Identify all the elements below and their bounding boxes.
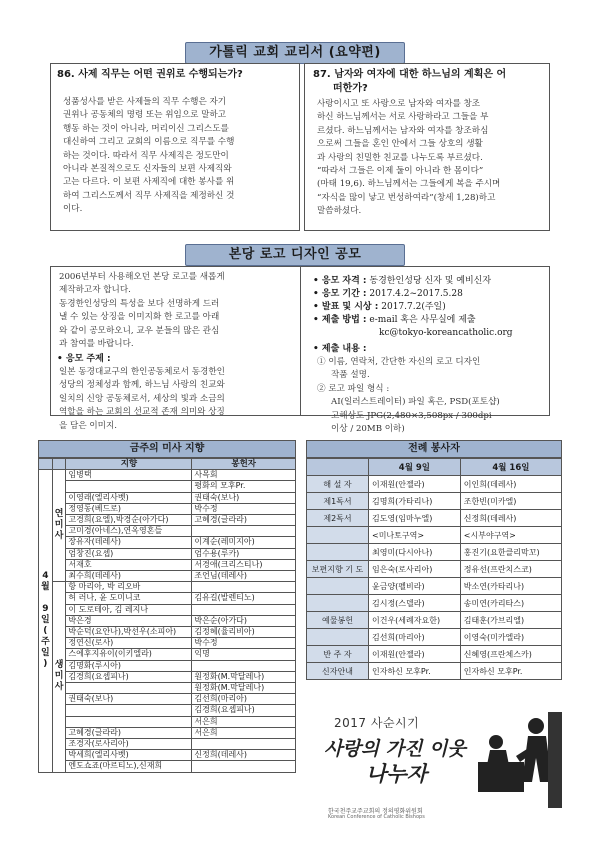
server-cell-week1: 이재원(안젤라) — [369, 646, 461, 663]
role-cell — [307, 544, 369, 561]
table-row — [39, 604, 296, 615]
item2-line3: 고해상도 JPG(2,480×3,508px / 300dpi — [331, 410, 492, 421]
intention-cell: 박순덕(요안나),박선우(소피아) — [66, 627, 192, 638]
q87-line: 하신 하느님께서는 서로 사랑하라고 그들을 부 — [317, 112, 489, 123]
announce-value: 2017.7.2(주일) — [381, 302, 446, 312]
table-row — [39, 739, 296, 750]
table-row — [39, 582, 296, 593]
table-row — [39, 750, 296, 761]
role-cell: 예물봉헌 — [307, 612, 369, 629]
table-row — [39, 671, 296, 682]
q87-body — [317, 98, 549, 219]
item1-line2: 작품 설명. — [331, 370, 370, 381]
table-row — [307, 544, 562, 561]
role-cell — [307, 527, 369, 544]
intention-cell: 엔도쇼죠(마르티노),신재희 — [66, 761, 192, 772]
contest-theme-line: 을 담은 이미지. — [59, 420, 118, 431]
contest-intro-line: 과 참여를 바랍니다. — [59, 339, 134, 350]
role-cell — [307, 578, 369, 595]
q87-box — [304, 63, 550, 231]
mass-corner — [39, 459, 53, 470]
table-row — [307, 595, 562, 612]
servers-title: 전례 봉사자 — [306, 440, 562, 458]
offerer-cell: 신정희(데레사) — [192, 750, 296, 761]
intention-cell: 엄창진(요셉) — [66, 548, 192, 559]
eligibility-label: 응모 자격 : — [321, 276, 367, 286]
offerer-cell — [192, 582, 296, 593]
servers-col-2: 4월 16일 — [460, 459, 561, 476]
intention-cell: 이영래(엘리사벳) — [66, 492, 192, 503]
q86-line: 고는 다르다. 이 보편 사제직에 대한 봉사를 위 — [63, 177, 235, 188]
q87-line: 르셨다. 하느님께서는 남자와 여자를 창조하심 — [317, 125, 489, 136]
contents-label: 제출 내용 : — [321, 344, 367, 354]
server-cell-week1: 최영미(다시아나) — [369, 544, 461, 561]
contest-theme — [59, 366, 297, 433]
intention-cell: 정연신(로사) — [66, 638, 192, 649]
lent-slogan-1: 사랑의 가진 이웃 — [324, 738, 466, 760]
lent-slogan-2: 나누자 — [366, 761, 427, 786]
intention-cell: 권태숙(보나) — [66, 694, 192, 705]
offerer-cell: 김경희(요셉피나) — [192, 705, 296, 716]
servers-table — [306, 458, 562, 680]
role-cell: 제2독서 — [307, 510, 369, 527]
table-row — [39, 705, 296, 716]
table-row — [39, 503, 296, 514]
table-row — [307, 527, 562, 544]
catechism-title: 가톨릭 교회 교리서 (요약편) — [185, 42, 405, 64]
org-line: 한국천주교주교회의 정의평화위원회 — [328, 808, 423, 815]
announce-label: 발표 및 시상 : — [321, 302, 379, 312]
offerer-cell — [192, 604, 296, 615]
offerer-cell: 엄수용(루카) — [192, 548, 296, 559]
theme-label: 응모 주제 : — [65, 354, 111, 364]
q86-line: 아니라 본질적으로도 신자들의 보편 사제직와 — [63, 164, 232, 175]
table-row — [307, 629, 562, 646]
bullet-icon: • — [57, 354, 63, 364]
server-cell-week2: 송미연(카리타스) — [460, 595, 561, 612]
offerer-cell: 고혜경(글라라) — [192, 515, 296, 526]
q87-line: 으로써 그들을 혼인 안에서 그들 상호의 생활 — [317, 139, 483, 150]
table-row — [39, 526, 296, 537]
q86-line: 하는 것이다. 따라서 직무 사제직은 정도만이 — [63, 150, 229, 161]
mass-date-cell: 4 월 9 일 ( 주 일 ) — [39, 470, 53, 772]
role-cell: 보편지향 기 도 — [307, 561, 369, 578]
table-row — [307, 663, 562, 680]
server-cell-week1: 인자하신 모후Pr. — [369, 663, 461, 680]
mass-title: 금주의 미사 지향 — [38, 440, 296, 458]
intention-cell: 항 마리아, 박 리오바 — [66, 582, 192, 593]
table-row — [39, 649, 296, 660]
table-row — [39, 537, 296, 548]
q86-title: 86. 사제 직무는 어떤 권위로 수행되는가? — [57, 69, 243, 80]
contest-intro-line: 동경한인성당의 특성을 보다 선명하게 드러 — [59, 298, 220, 309]
table-row — [39, 515, 296, 526]
period-label: 응모 기간 : — [321, 289, 367, 299]
intention-cell: 서재호 — [66, 559, 192, 570]
offerer-cell — [192, 739, 296, 750]
role-cell — [307, 629, 369, 646]
intention-cell: 허 러나, 윤 도미니코 — [66, 593, 192, 604]
intention-cell: 김경희(요셉피나) — [66, 671, 192, 682]
logo-contest-title: 본당 로고 디자인 공모 — [185, 244, 405, 266]
theme-row — [57, 353, 111, 366]
table-row — [39, 638, 296, 649]
logo-contest-box — [50, 266, 550, 435]
mass-col-intention: 지향 — [66, 459, 192, 470]
intention-cell: 최수희(데레사) — [66, 571, 192, 582]
table-row — [307, 646, 562, 663]
table-row — [39, 683, 296, 694]
item2-line2: AI(일러스트레이터) 파일 혹은, PSD(포토샵) — [331, 397, 500, 408]
intention-cell: 장유자(데레사) — [66, 537, 192, 548]
server-cell-week2: 정유선(프란치스코) — [460, 561, 561, 578]
lent-banner — [306, 710, 562, 828]
q86-line: 성품성사를 받은 사제들의 직무 수행은 자기 — [63, 97, 227, 107]
table-row — [39, 615, 296, 626]
table-row — [39, 481, 296, 492]
table-row — [39, 694, 296, 705]
submit-value: e-mail 혹은 사무실에 제출 — [369, 315, 476, 325]
table-row — [39, 470, 296, 481]
server-cell-week1: 김선희(마리아) — [369, 629, 461, 646]
table-row — [39, 548, 296, 559]
server-cell-week2: <시부야구역> — [460, 527, 561, 544]
submit-row: • 제출 방법 : e-mail 혹은 사무실에 제출 — [313, 315, 476, 325]
intention-cell: 박은경 — [66, 615, 192, 626]
item2-line1: ② 로고 파일 형식 : — [317, 383, 390, 394]
offerer-cell: 이계순(레미지아) — [192, 537, 296, 548]
contest-intro — [59, 271, 295, 351]
table-row — [39, 559, 296, 570]
contest-left-col — [51, 267, 301, 431]
intention-cell — [66, 481, 192, 492]
table-row — [39, 571, 296, 582]
server-cell-week2: 김태훈(가브리엘) — [460, 612, 561, 629]
servers-corner — [307, 459, 369, 476]
intention-cell — [66, 683, 192, 694]
offerer-cell — [192, 526, 296, 537]
server-cell-week1: 이건우(세례자요한) — [369, 612, 461, 629]
server-cell-week2: 인자하신 모후Pr. — [460, 663, 561, 680]
contest-theme-line: 성당의 정체성과 함께, 하느님 사랑의 친교와 — [59, 380, 225, 391]
q87-line: “따라서 그들은 이제 둘이 아니라 한 몸이다” — [317, 166, 484, 177]
server-cell-week2: 홍진기(요한클리막꼬) — [460, 544, 561, 561]
intention-cell: 스에후지유이(이키엘라) — [66, 649, 192, 660]
table-row — [307, 476, 562, 493]
intention-cell: 정영동(베드로) — [66, 503, 192, 514]
q87-line: 사랑이시고 또 사랑으로 남자와 여자를 창조 — [317, 99, 481, 109]
q87-line: “자식을 많이 낳고 번성하여라”(창세 1,28)하고 — [317, 192, 496, 203]
mass-corner-2 — [52, 459, 66, 470]
table-row — [39, 761, 296, 772]
period-value: 2017.4.2~2017.5.28 — [369, 289, 463, 299]
offerer-cell: 김유길(발렌티노) — [192, 593, 296, 604]
intention-cell: 고미경(아네스),연옥영혼들 — [66, 526, 192, 537]
table-row — [307, 612, 562, 629]
contest-intro-line: 제작하고자 합니다. — [59, 285, 131, 296]
table-row — [39, 593, 296, 604]
intention-cell: 조경자(로사리아) — [66, 739, 192, 750]
table-row — [39, 492, 296, 503]
intention-cell — [66, 716, 192, 727]
offerer-cell: 김선희(마리아) — [192, 694, 296, 705]
server-cell-week2: 신혜영(프란체스카) — [460, 646, 561, 663]
servers-body — [307, 476, 562, 680]
offerer-cell — [192, 660, 296, 671]
server-cell-week2: 이영숙(미카엘라) — [460, 629, 561, 646]
server-cell-week1: 김명희(가타리나) — [369, 493, 461, 510]
q86-body — [63, 96, 297, 217]
server-cell-week2: 신정희(데레사) — [460, 510, 561, 527]
offerer-cell: 박수정 — [192, 503, 296, 514]
intention-cell: 고경희(요엘),박경순(아가다) — [66, 515, 192, 526]
submit-email[interactable]: kc@tokyo-koreancatholic.org — [379, 328, 513, 338]
role-cell: 반 주 자 — [307, 646, 369, 663]
table-row — [307, 561, 562, 578]
server-cell-week1: 임은숙(로사리아) — [369, 561, 461, 578]
offerer-cell: 익명 — [192, 649, 296, 660]
role-cell: 신자안내 — [307, 663, 369, 680]
period-row: • 응모 기간 : 2017.4.2~2017.5.28 — [313, 289, 463, 299]
table-row — [307, 510, 562, 527]
table-row — [39, 727, 296, 738]
q87-line: 과 사랑의 친밀한 친교를 나누도록 부르셨다. — [317, 152, 483, 163]
role-cell: 제1독서 — [307, 493, 369, 510]
server-cell-week2: 이인희(데레사) — [460, 476, 561, 493]
server-cell-week1: <미나토구역> — [369, 527, 461, 544]
offerer-cell: 원정화(M.막달레나) — [192, 671, 296, 682]
offerer-cell: 박수정 — [192, 638, 296, 649]
item2-line4: 이상 / 20MB 이하) — [331, 424, 405, 435]
offerer-cell: 원정화(M.막달레나) — [192, 683, 296, 694]
org-sub: Korean Conference of Catholic Bishops — [328, 814, 425, 820]
offerer-cell: 권태숙(보나) — [192, 492, 296, 503]
intention-cell: 박세희(엘리사벳) — [66, 750, 192, 761]
lent-year-title: 2017 사순시기 — [334, 716, 420, 730]
q87-line: (마태 19,6). 하느님께서는 그들에게 복을 주시며 — [317, 179, 501, 190]
living-label-cell: 생 미 사 — [52, 582, 66, 772]
q87-title-2: 떠한가? — [333, 83, 368, 94]
announce-row: • 발표 및 시상 : 2017.7.2(주일) — [313, 302, 446, 312]
contest-right-col — [313, 275, 547, 436]
offerer-cell — [192, 761, 296, 772]
offerer-cell: 사목회 — [192, 470, 296, 481]
mass-body — [39, 470, 296, 772]
role-cell — [307, 595, 369, 612]
contents-row: • 제출 내용 : — [313, 344, 367, 354]
intention-cell — [66, 705, 192, 716]
table-row — [39, 716, 296, 727]
q86-line: 이다. — [63, 204, 83, 215]
contest-theme-line: 일치의 신앙 공동체로서, 세상의 빛과 소금의 — [59, 393, 225, 404]
server-cell-week2: 박소연(카타리나) — [460, 578, 561, 595]
item1-line1: ① 이름, 연락처, 간단한 자신의 로고 디자인 — [317, 357, 481, 367]
offerer-cell: 박은순(아가다) — [192, 615, 296, 626]
q87-line: 말씀하셨다. — [317, 206, 362, 217]
intention-cell: 김명화(루시아) — [66, 660, 192, 671]
role-cell: 해 설 자 — [307, 476, 369, 493]
offerer-cell: 서은희 — [192, 727, 296, 738]
q86-line: 행동 하는 것이 아니라, 머리이신 그리스도를 — [63, 123, 229, 134]
server-cell-week1: 김시정(스델라) — [369, 595, 461, 612]
contest-intro-line: 2006년부터 사용해오던 본당 로고를 새롭게 — [59, 272, 225, 282]
eligibility-row: • 응모 자격 : 동경한인성당 신자 및 예비신자 — [313, 276, 492, 286]
offerer-cell: 김정혜(율리비아) — [192, 627, 296, 638]
submit-label: 제출 방법 : — [321, 315, 367, 325]
offerer-cell: 조언님(데레사) — [192, 571, 296, 582]
offerer-cell: 서은희 — [192, 716, 296, 727]
table-row — [39, 660, 296, 671]
intention-cell: 이 도로테아, 김 레지나 — [66, 604, 192, 615]
server-cell-week1: 윤금양(펠비라) — [369, 578, 461, 595]
table-row — [307, 493, 562, 510]
offerer-cell: 평화의 모후Pr. — [192, 481, 296, 492]
memorial-label-cell: 연 미 사 — [52, 470, 66, 582]
mass-table — [38, 458, 296, 773]
q86-line: 대신하여 그리고 교회의 이름으로 직무를 수행 — [63, 137, 235, 148]
offerer-cell: 서경애(크리스티나) — [192, 559, 296, 570]
contest-theme-line: 일본 동경대교구의 한인공동체로서 동경한인 — [59, 367, 225, 377]
server-cell-week1: 김도영(임마누엘) — [369, 510, 461, 527]
q86-line: 권위나 공동체의 명령 또는 위임으로 말하고 — [63, 110, 227, 121]
table-row — [307, 578, 562, 595]
intention-cell: 고혜경(글라라) — [66, 727, 192, 738]
server-cell-week2: 조한빈(미카엘) — [460, 493, 561, 510]
sharing-figures-illustration — [476, 712, 562, 808]
q86-line: 하여 그리스도께서 직무 사제직을 제정하신 것 — [63, 190, 235, 201]
contest-theme-line: 역할을 하는 교회의 선교적 존재 의미와 상징 — [59, 407, 225, 418]
q86-box — [50, 63, 300, 231]
contest-intro-line: 낼 수 있는 상징을 이미지화 한 로고를 아래 — [59, 312, 220, 323]
table-row — [39, 627, 296, 638]
q87-title-1: 87. 남자와 여자에 대한 하느님의 계획은 어 — [313, 69, 507, 80]
mass-col-offerer: 봉헌자 — [192, 459, 296, 470]
eligibility-value: 동경한인성당 신자 및 예비신자 — [369, 276, 492, 286]
servers-col-1: 4월 9일 — [369, 459, 461, 476]
intention-cell: 임병택 — [66, 470, 192, 481]
contest-intro-line: 와 같이 공모하오니, 교우 분들의 많은 관심 — [59, 325, 220, 336]
server-cell-week1: 이재원(안젤라) — [369, 476, 461, 493]
